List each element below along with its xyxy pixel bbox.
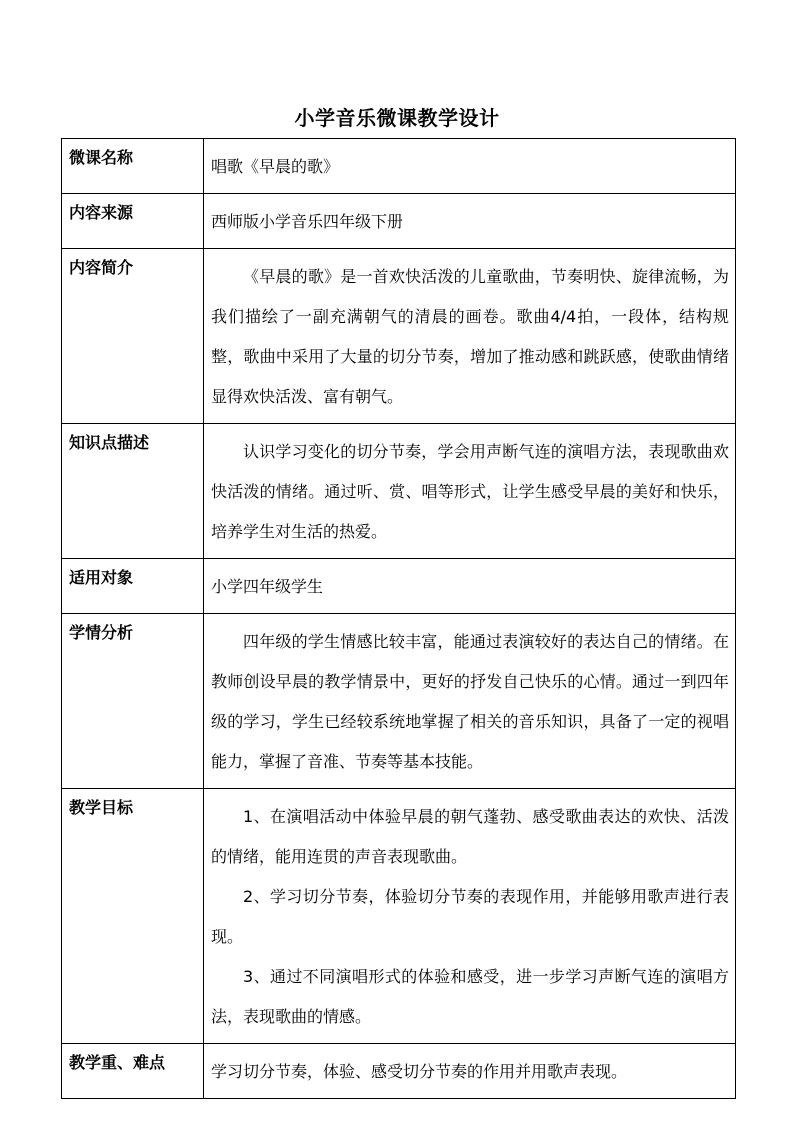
table-row-course-name [62,139,736,194]
table-row-learner-analysis [62,614,736,789]
content-paragraph: 学习切分节奏，体验、感受切分节奏的作用并用歌声表现。 [211,1062,628,1081]
goal-paragraph-1: 1、在演唱活动中体验早晨的朝气蓬勃、感受歌曲表达的欢快、活泼的情绪，能用连贯的声音表现歌曲。 [211,807,729,866]
row-label: 学情分析 [62,614,204,789]
row-label: 内容来源 [62,194,204,249]
table-row-content-source [62,194,736,249]
content-paragraph: 《早晨的歌》是一首欢快活泼的儿童歌曲，节奏明快、旋律流畅，为我们描绘了一副充满朝气的清晨的画卷。歌曲4/4拍，一段体，结构规整，歌曲中采用了大量的切分节奏，增加了推动感和跳跃感，使歌曲情绪显得欢快活泼、富有朝气。 [211,267,729,406]
row-content [204,1044,736,1099]
table-row-key-difficulties [62,1044,736,1099]
content-paragraph: 四年级的学生情感比较丰富，能通过表演较好的表达自己的情绪。在教师创设早晨的教学情景中，更好的抒发自己快乐的心情。通过一到四年级的学习，学生已经较系统地掌握了相关的音乐知识，具备了一定的视唱能力，掌握了音准、节奏等基本技能。 [211,632,729,771]
table-row-content-intro [62,249,736,424]
document-title: 小学音乐微课教学设计 [294,106,500,130]
row-label: 教学目标 [62,789,204,1044]
content-paragraph: 小学四年级学生 [211,577,324,596]
row-label: 内容简介 [62,249,204,424]
table-row-audience [62,559,736,614]
goal-paragraph-3: 3、通过不同演唱形式的体验和感受，进一步学习声断气连的演唱方法，表现歌曲的情感。 [211,967,729,1026]
content-paragraph: 西师版小学音乐四年级下册 [211,212,404,231]
row-label: 知识点描述 [62,424,204,559]
row-content [204,139,736,194]
row-content [204,614,736,789]
lesson-design-table [61,138,736,1099]
table-row-knowledge-point [62,424,736,559]
row-content [204,559,736,614]
content-paragraph: 认识学习变化的切分节奏，学会用声断气连的演唱方法，表现歌曲欢快活泼的情绪。通过听、赏、唱等形式，让学生感受早晨的美好和快乐，培养学生对生活的热爱。 [211,442,729,541]
row-label: 微课名称 [62,139,204,194]
content-paragraph: 唱歌《早晨的歌》 [211,157,340,176]
table-row-teaching-goals [62,789,736,1044]
goal-paragraph-2: 2、学习切分节奏，体验切分节奏的表现作用，并能够用歌声进行表现。 [211,887,729,946]
row-content [204,194,736,249]
row-content [204,424,736,559]
row-content [204,789,736,1044]
row-content [204,249,736,424]
row-label: 适用对象 [62,559,204,614]
row-label: 教学重、难点 [62,1044,204,1099]
